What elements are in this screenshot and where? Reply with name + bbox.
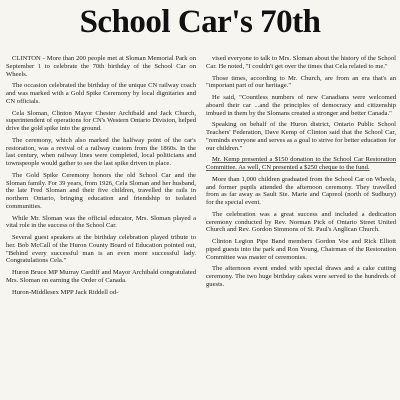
right-column <box>206 55 396 293</box>
paragraph: The celebration was a great success and included a dedication ceremony conducted by Rev. Norman Pick of Ontario Street United Church and Rev. Gordon Simmons of St. Paul's Anglican Church. <box>206 210 396 234</box>
left-column <box>6 55 196 300</box>
paragraph: While Mr. Sloman was the official educator, Mrs. Sloman played a vital role in the success of the School Car. <box>6 214 196 230</box>
paragraph: Cela Sloman, Clinton Mayor Chester Archibald and Jack Church, superintendent of operations for CN's Western Ontario Division, helped drive the gold spike into the ground. <box>6 109 196 132</box>
paragraph: More than 1,000 children graduated from the School Car on Wheels, and former pupils attended the afternoon ceremony. They travelled from as far away as Sault Ste. Marie and Capreol (north of Sudbury) for the special event. <box>206 175 396 206</box>
paragraph: Speaking on behalf of the Huron district, Ontario Public School Teachers' Federation, Dave Kemp of Clinton said that the School Car, "reminds everyone and serves as a goal to strive for better education for our children." <box>206 121 396 152</box>
paragraph: The Gold Spike Ceremony honors the old School Car and the Sloman family. For 39 years, from 1926, Cela Sloman and her husband, the late Fred Sloman and their five children, travelled the rails in northern Ontario, bringing education and friendship to isolated communities. <box>6 171 196 210</box>
paragraph: Several guest speakers at the birthday celebration played tribute to her. Bob McCall of the Huron County Board of Education pointed out, "Behind every successful man is an even more successful lady. Congratulations Cela." <box>6 234 196 265</box>
paragraph: vised everyone to talk to Mrs. Sloman about the history of the School Car. He noted, "I couldn't get over the times that Cela related to me." <box>206 55 396 70</box>
paragraph: The occasion celebrated the birthday of the unique CN railway coach and was marked with a Gold Spike Ceremony by local dignitaries and CN officials. <box>6 82 196 105</box>
paragraph: CLINTON - More than 200 people met at Sloman Memorial Park on September 1 to celebrate the 70th birthday of the School Car on Wheels. <box>6 55 196 78</box>
headline: School Car's 70th <box>79 4 321 40</box>
paragraph: Clinton Legion Pipe Band members Gordon Voe and Rick Elliott piped guests into the park and Ron Young, Chairman of the Restoration Committee was master of ceremonies. <box>206 238 396 261</box>
paragraph: The ceremony, which also marked the halfway point of the car's restoration, was a revival of a railway custom from the 1860s. In the last century, when railway lines were completed, local politicians and townspeople would gather to see the last spike driven in place. <box>6 136 196 167</box>
paragraph: Huron-Middlesex MPP Jack Riddell od- <box>12 288 119 296</box>
paragraph: Mr. Kemp presented a $150 donation to the School Car Restoration Committee. As well, CN presented a $250 cheque to the fund. <box>206 156 396 171</box>
paragraph: He said, "Countless numbers of new Canadians were welcomed aboard their car ...and the principles of democracy and citizenship imbued in them by the Slomans created a stronger and better Canada." <box>206 94 396 117</box>
paragraph: Huron Bruce MP Murray Cardiff and Mayor Archibald congratulated Mrs. Sloman on earning the Order of Canada. <box>6 269 196 284</box>
paragraph: Those times, according to Mr. Church, are from an era that's an "important part of our heritage." <box>206 74 396 90</box>
paragraph: The afternoon event ended with special draws and a cake cutting ceremony. The two huge birthday cakes were served to the hundreds of guests. <box>206 265 396 288</box>
